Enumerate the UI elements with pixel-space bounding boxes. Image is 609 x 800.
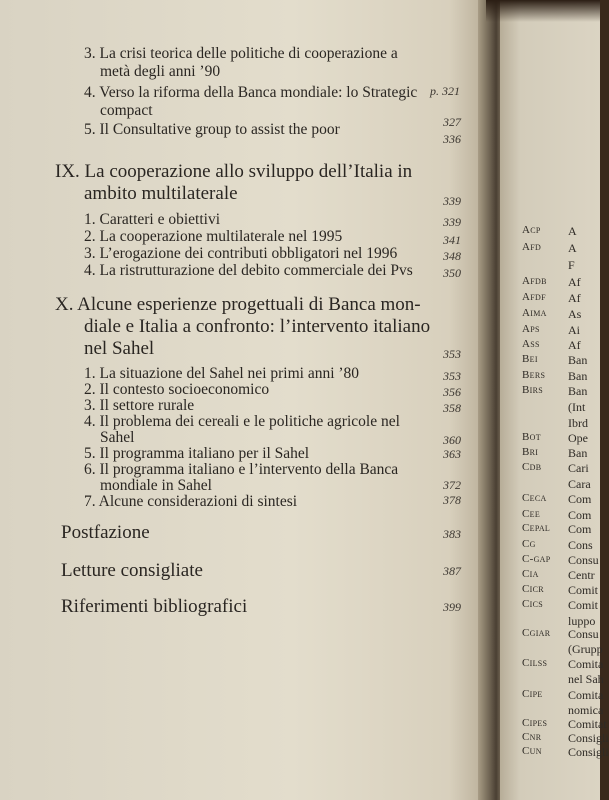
abbreviation-term: Cun: [522, 745, 542, 757]
abbreviation-definition: luppo: [568, 614, 596, 628]
abbreviation-definition: Cara: [568, 477, 591, 491]
toc-chapter-10-line2: diale e Italia a confronto: l’intervento italiano: [84, 316, 431, 337]
toc-entry-10-6-line2: mondiale in Sahel: [100, 477, 212, 494]
abbreviation-definition: (Grupp: [568, 642, 603, 656]
toc-page-10-5: 363: [443, 447, 461, 461]
toc-page-10-7: 378: [443, 493, 461, 507]
abbreviation-definition: Ibrd: [568, 416, 588, 430]
toc-entry-8-4-line2: compact: [100, 102, 153, 119]
abbreviation-term: Aps: [522, 323, 540, 335]
abbreviation-definition: Consu: [568, 627, 599, 641]
abbreviation-term: Bri: [522, 446, 539, 458]
abbreviation-definition: Ban: [568, 384, 588, 398]
toc-page-letture: 387: [443, 564, 461, 578]
toc-entry-9-2: 2. La cooperazione multilaterale nel 1995: [84, 228, 343, 245]
abbreviation-definition: Ban: [568, 353, 588, 367]
abbreviation-term: Cia: [522, 568, 539, 580]
abbreviation-term: Cipes: [522, 717, 548, 729]
abbreviation-term: Cilss: [522, 657, 548, 669]
abbreviation-definition: Ai: [568, 323, 580, 337]
abbreviation-definition: Af: [568, 275, 581, 289]
toc-entry-10-4-line1: 4. Il problema dei cereali e le politiche agricole nel: [84, 413, 400, 430]
toc-page-8-4: 327: [443, 115, 461, 129]
abbreviation-definition: Comita: [568, 657, 604, 671]
abbreviation-definition: Comit: [568, 583, 599, 597]
abbreviation-term: Bei: [522, 353, 538, 365]
abbreviation-term: Ceca: [522, 492, 547, 504]
toc-postfazione: Postfazione: [61, 522, 150, 543]
toc-letture-consigliate: Letture consigliate: [61, 560, 203, 581]
abbreviation-term: Cicr: [522, 583, 544, 595]
abbreviation-definition: nomica: [568, 703, 604, 717]
toc-entry-9-4: 4. La ristrutturazione del debito commerciale dei Pvs: [84, 262, 413, 279]
abbreviation-term: Cg: [522, 538, 536, 550]
toc-entry-9-3: 3. L’erogazione dei contributi obbligatori nel 1996: [84, 245, 398, 262]
abbreviation-term: Cnr: [522, 731, 542, 743]
toc-page-9-1: 339: [443, 215, 461, 229]
abbreviation-definition: As: [568, 307, 582, 321]
toc-chapter-10-line1: X. Alcune esperienze progettuali di Banca mon-: [55, 294, 421, 315]
abbreviation-definition: Com: [568, 508, 592, 522]
toc-entry-10-1: 1. La situazione del Sahel nei primi anni ’80: [84, 365, 360, 382]
abbreviation-definition: Consigli: [568, 745, 609, 759]
toc-entry-10-6-line1: 6. Il programma italiano e l’intervento della Banca: [84, 461, 399, 478]
toc-page-10-1: 353: [443, 369, 461, 383]
toc-entry-8-5: 5. Il Consultative group to assist the poor: [84, 121, 340, 138]
toc-page-9-4: 350: [443, 266, 461, 280]
toc-entry-10-2: 2. Il contesto socioeconomico: [84, 381, 270, 398]
toc-page-10-3: 358: [443, 401, 461, 415]
abbreviation-term: Bers: [522, 369, 546, 381]
abbreviation-definition: Comitat: [568, 717, 607, 731]
abbreviation-definition: Comit: [568, 598, 599, 612]
toc-chapter-9-line1: IX. La cooperazione allo sviluppo dell’Italia in: [55, 161, 413, 182]
abbreviation-term: Cee: [522, 508, 541, 520]
toc-riferimenti-bibliografici: Riferimenti bibliografici: [61, 596, 248, 617]
abbreviation-term: Ass: [522, 338, 540, 350]
abbreviation-definition: Consigli: [568, 731, 609, 745]
abbreviation-term: Cgiar: [522, 627, 551, 639]
abbreviation-definition: Af: [568, 291, 581, 305]
abbreviation-definition: Consu: [568, 553, 599, 567]
abbreviation-term: Cdb: [522, 461, 542, 473]
abbreviation-term: Afdb: [522, 275, 547, 287]
abbreviation-term: C-gap: [522, 553, 551, 565]
right-page-abbreviations: [500, 0, 609, 800]
toc-entry-10-3: 3. Il settore rurale: [84, 397, 195, 414]
abbreviation-definition: Centr: [568, 568, 595, 582]
toc-entry-8-3-line1: 3. La crisi teorica delle politiche di cooperazione a: [84, 45, 398, 62]
abbreviation-term: Cipe: [522, 688, 543, 700]
toc-entry-10-4-line2: Sahel: [100, 429, 135, 446]
toc-entry-10-5: 5. Il programma italiano per il Sahel: [84, 445, 310, 462]
abbreviation-definition: Ban: [568, 446, 588, 460]
page-shadow: [486, 0, 600, 22]
abbreviation-definition: nel Sah: [568, 672, 604, 686]
toc-page-10-6: 372: [443, 478, 461, 492]
toc-page-8-3: p. 321: [430, 84, 460, 98]
abbreviation-definition: Com: [568, 522, 592, 536]
toc-entry-8-3-line2: metà degli anni ’90: [100, 63, 221, 80]
abbreviation-term: Acp: [522, 224, 541, 236]
toc-entry-9-1: 1. Caratteri e obiettivi: [84, 211, 221, 228]
abbreviation-definition: A: [568, 224, 577, 238]
toc-entry-8-4-line1: 4. Verso la riforma della Banca mondiale: lo Strategic: [84, 84, 418, 101]
abbreviation-term: Cepal: [522, 522, 551, 534]
abbreviation-definition: (Int: [568, 400, 586, 414]
toc-page-riferimenti: 399: [443, 600, 461, 614]
abbreviation-term: Bot: [522, 431, 541, 443]
abbreviation-definition: Af: [568, 338, 581, 352]
toc-page-postfazione: 383: [443, 527, 461, 541]
toc-chapter-9-line2: ambito multilaterale: [84, 183, 238, 204]
abbreviation-definition: Ope: [568, 431, 588, 445]
abbreviation-definition: Com: [568, 492, 592, 506]
toc-page-9-3: 348: [443, 249, 461, 263]
abbreviation-definition: Cari: [568, 461, 589, 475]
toc-chapter-10-line3: nel Sahel: [84, 338, 155, 359]
toc-page-9-2: 341: [443, 233, 461, 247]
toc-page-10-2: 356: [443, 385, 461, 399]
abbreviation-definition: Ban: [568, 369, 588, 383]
toc-page-8-5: 336: [443, 132, 461, 146]
abbreviation-term: Cics: [522, 598, 543, 610]
abbreviation-definition: A: [568, 241, 577, 255]
abbreviation-definition: F: [568, 258, 575, 272]
toc-page-9: 339: [443, 194, 461, 208]
abbreviation-definition: Cons: [568, 538, 593, 552]
abbreviation-term: Birs: [522, 384, 543, 396]
abbreviation-term: Afdf: [522, 291, 546, 303]
toc-entry-10-7: 7. Alcune considerazioni di sintesi: [84, 493, 298, 510]
abbreviation-term: Afd: [522, 241, 542, 253]
abbreviation-term: Aima: [522, 307, 547, 319]
toc-page-10: 353: [443, 347, 461, 361]
abbreviation-definition: Comita: [568, 688, 604, 702]
toc-page-10-4: 360: [443, 433, 461, 447]
